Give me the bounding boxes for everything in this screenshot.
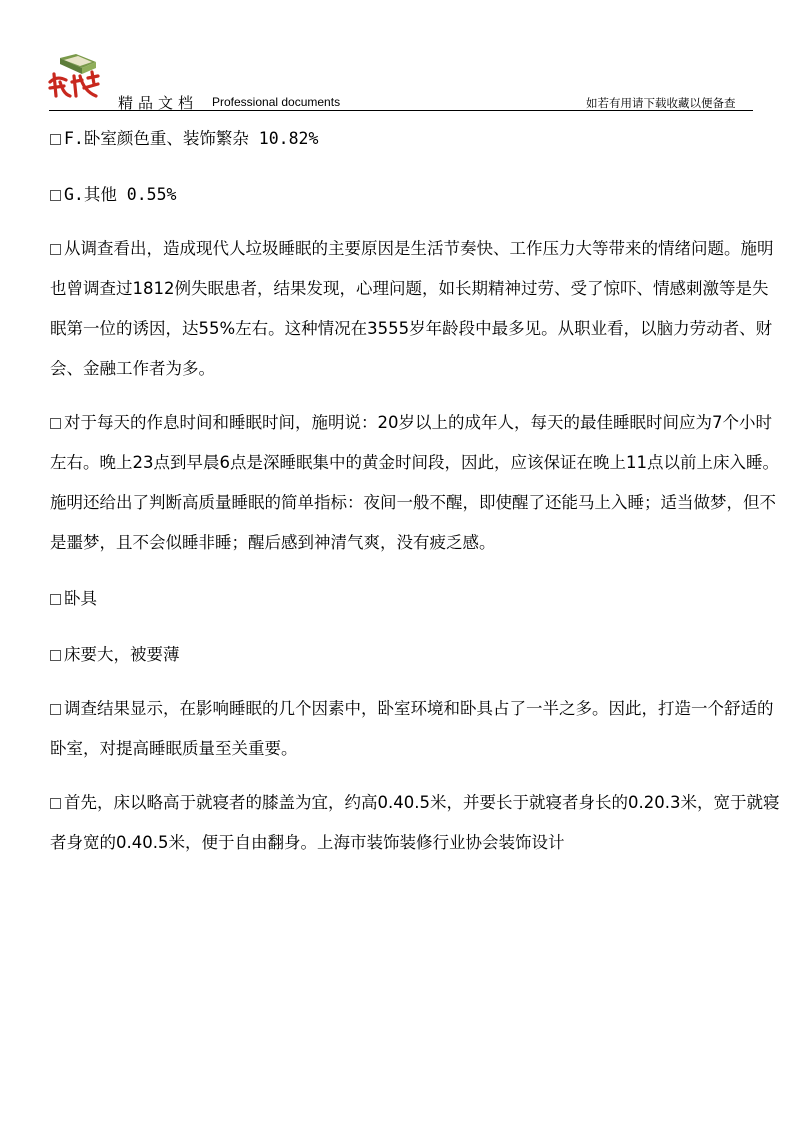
paragraph-text: 床要大，被要薄 xyxy=(64,645,180,664)
square-bullet-icon xyxy=(50,244,61,255)
page-header xyxy=(0,0,794,115)
document-body xyxy=(50,117,780,877)
paragraph-text: G.其他 0.55% xyxy=(64,185,177,204)
paragraph-text: 卧具 xyxy=(64,589,97,608)
square-bullet-icon xyxy=(50,418,61,429)
zhishi-logo-icon xyxy=(46,52,102,102)
paragraph-text: 从调查看出，造成现代人垃圾睡眠的主要原因是生活节奏快、工作压力大等带来的情绪问题。施明也曾调查过1812例失眠患者，结果发现，心理问题，如长期精神过劳、受了惊吓、情感刺激等是失眠第一位的诱因，达55%左右。这种情况在3555岁年龄段中最多见。从职业看，以脑力劳动者、财会、金融工作者为多。 xyxy=(50,239,774,378)
paragraph-text: 调查结果显示，在影响睡眠的几个因素中，卧室环境和卧具占了一半之多。因此，打造一个舒适的卧室，对提高睡眠质量至关重要。 xyxy=(50,699,774,758)
header-subtitle: Professional documents xyxy=(212,95,341,109)
square-bullet-icon xyxy=(50,798,61,809)
heading-bedding xyxy=(50,577,780,633)
header-divider xyxy=(49,110,753,111)
square-bullet-icon xyxy=(50,594,61,605)
heading-bed-size xyxy=(50,633,780,689)
paragraph-text: 对于每天的作息时间和睡眠时间，施明说：20岁以上的成年人，每天的最佳睡眠时间应为7个小时左右。晚上23点到早晨6点是深睡眠集中的黄金时间段，因此，应该保证在晚上11点以前上床入睡。施明还给出了判断高质量睡眠的简单指标：夜间一般不醒，即使醒了还能马上入睡；适当做梦，但不是噩梦，且不会似睡非睡；醒后感到神清气爽，没有疲乏感。 xyxy=(50,413,779,552)
paragraph-bed-height xyxy=(50,783,780,863)
paragraph-text: 首先，床以略高于就寝者的膝盖为宜，约高0.40.5米，并要长于就寝者身长的0.20.3米，宽于就寝者身宽的0.40.5米，便于自由翻身。上海市装饰装修行业协会装饰设计 xyxy=(50,793,780,852)
header-note: 如若有用请下载收藏以便备查 xyxy=(586,96,736,110)
paragraph-sleep-time xyxy=(50,403,780,563)
paragraph-text: F.卧室颜色重、装饰繁杂 10.82% xyxy=(64,129,319,148)
header-title: 精品文档 xyxy=(118,94,199,112)
square-bullet-icon xyxy=(50,704,61,715)
paragraph-g xyxy=(50,173,780,229)
square-bullet-icon xyxy=(50,134,61,145)
square-bullet-icon xyxy=(50,190,61,201)
square-bullet-icon xyxy=(50,650,61,661)
paragraph-f xyxy=(50,117,780,173)
paragraph-bedroom xyxy=(50,689,780,769)
paragraph-survey xyxy=(50,229,780,389)
